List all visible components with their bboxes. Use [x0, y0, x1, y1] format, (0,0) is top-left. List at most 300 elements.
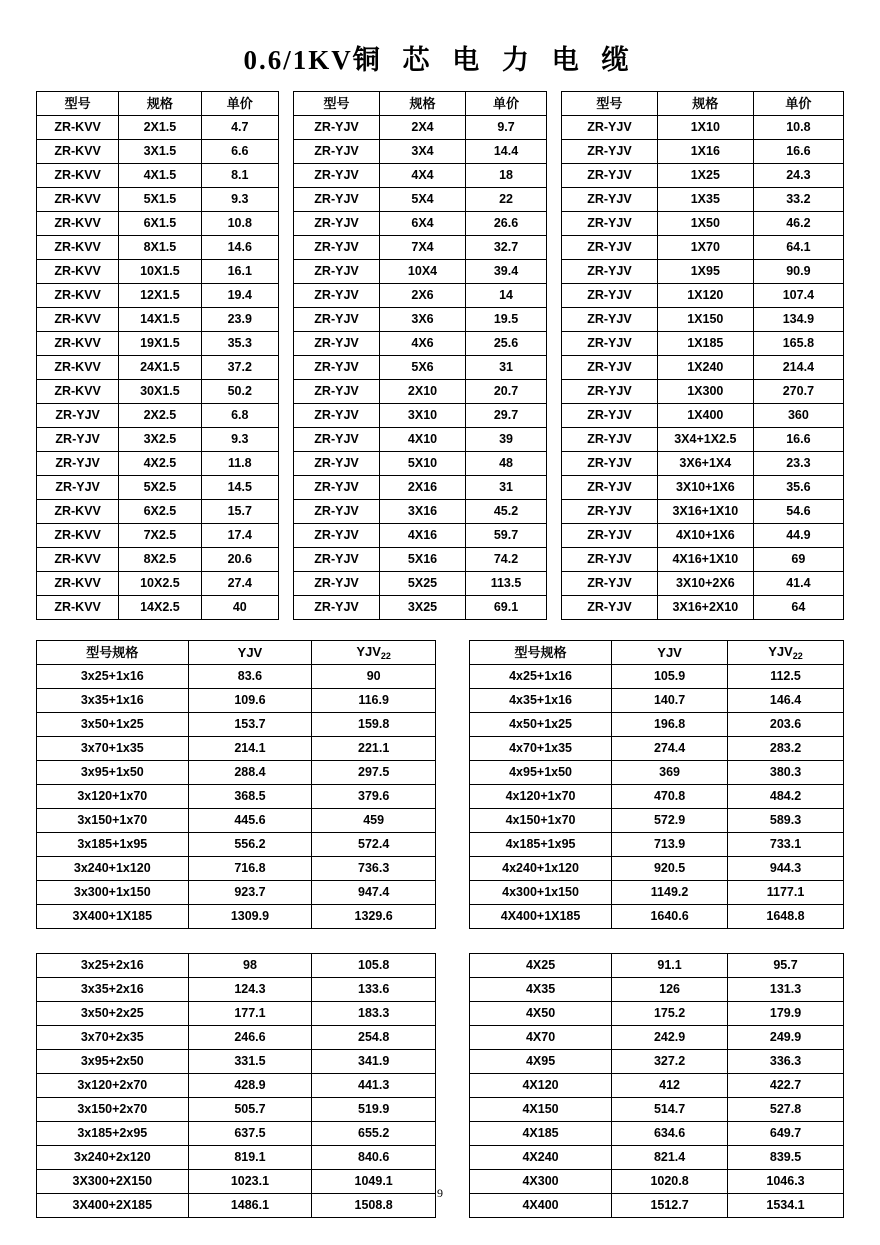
table-row [294, 356, 547, 380]
cell-model: ZR-YJV [294, 284, 380, 308]
cell-spec: 2X16 [380, 476, 466, 500]
cell-model: ZR-YJV [294, 476, 380, 500]
table-row [37, 380, 279, 404]
table-row [470, 1146, 844, 1170]
cell-spec: 4X10+1X6 [657, 524, 753, 548]
cell-spec: 3X16+1X10 [657, 500, 753, 524]
cell-model: ZR-YJV [294, 260, 380, 284]
cell-spec: 1X150 [657, 308, 753, 332]
cell-yjv22-price: 179.9 [728, 1002, 844, 1026]
table-row [37, 188, 279, 212]
cell-spec: 6X1.5 [119, 212, 201, 236]
cell-price: 59.7 [466, 524, 547, 548]
cell-model-spec: 4x150+1x70 [470, 809, 612, 833]
column-header-model: 型号 [37, 92, 119, 116]
cell-spec: 8X1.5 [119, 236, 201, 260]
cell-yjv-price: 246.6 [188, 1026, 312, 1050]
cell-model-spec: 4x70+1x35 [470, 737, 612, 761]
cell-model: ZR-KVV [37, 332, 119, 356]
yjv22-label: YJV [356, 644, 381, 659]
cell-price: 165.8 [753, 332, 843, 356]
cell-price: 19.4 [201, 284, 278, 308]
table-row [37, 881, 436, 905]
bottom-table-right [469, 953, 844, 1218]
cell-model: ZR-YJV [562, 116, 658, 140]
cell-yjv-price: 214.1 [188, 737, 312, 761]
table-row [294, 548, 547, 572]
column-header-spec: 规格 [119, 92, 201, 116]
cell-model: ZR-YJV [294, 452, 380, 476]
cell-yjv22-price: 95.7 [728, 954, 844, 978]
price-table-1-body [37, 116, 279, 620]
cell-price: 31 [466, 476, 547, 500]
column-header-price: 单价 [753, 92, 843, 116]
cell-spec: 1X25 [657, 164, 753, 188]
table-row [37, 1002, 436, 1026]
cell-model: ZR-KVV [37, 548, 119, 572]
column-header-price: 单价 [466, 92, 547, 116]
price-table-3 [561, 91, 844, 620]
cell-model: ZR-YJV [562, 308, 658, 332]
cell-yjv22-price: 733.1 [728, 833, 844, 857]
price-table-1 [36, 91, 279, 620]
cell-spec: 24X1.5 [119, 356, 201, 380]
table-row [37, 164, 279, 188]
cell-spec: 1X10 [657, 116, 753, 140]
cell-price: 107.4 [753, 284, 843, 308]
cell-model-spec: 3x240+2x120 [37, 1146, 189, 1170]
cell-price: 32.7 [466, 236, 547, 260]
cell-yjv22-price: 1177.1 [728, 881, 844, 905]
cell-model: ZR-YJV [294, 548, 380, 572]
cell-model-spec: 4X35 [470, 978, 612, 1002]
cell-yjv22-price: 254.8 [312, 1026, 436, 1050]
cell-yjv-price: 1309.9 [188, 905, 312, 929]
table-row [37, 713, 436, 737]
cell-yjv-price: 920.5 [612, 857, 728, 881]
cell-model: ZR-YJV [37, 452, 119, 476]
cell-model-spec: 3X400+1X185 [37, 905, 189, 929]
cell-spec: 5X6 [380, 356, 466, 380]
table-row [294, 428, 547, 452]
table-row [562, 500, 844, 524]
cell-yjv-price: 369 [612, 761, 728, 785]
cell-model: ZR-KVV [37, 164, 119, 188]
cell-price: 54.6 [753, 500, 843, 524]
cell-yjv22-price: 112.5 [728, 665, 844, 689]
table-row [470, 809, 844, 833]
column-header-spec: 规格 [380, 92, 466, 116]
cell-yjv22-price: 655.2 [312, 1122, 436, 1146]
cell-price: 27.4 [201, 572, 278, 596]
table-row [294, 524, 547, 548]
yjv-table-left-block [36, 640, 436, 929]
price-table-2-block [293, 91, 547, 620]
cell-yjv22-price: 203.6 [728, 713, 844, 737]
page-title-cn: 铜 芯 电 力 电 缆 [352, 45, 637, 75]
table-row [37, 596, 279, 620]
column-header-yjv: YJV [612, 641, 728, 665]
cell-spec: 2X4 [380, 116, 466, 140]
cell-price: 33.2 [753, 188, 843, 212]
cell-spec: 10X2.5 [119, 572, 201, 596]
table-row [294, 188, 547, 212]
cell-model-spec: 4X400+1X185 [470, 905, 612, 929]
cell-yjv-price: 105.9 [612, 665, 728, 689]
cell-price: 50.2 [201, 380, 278, 404]
cell-yjv-price: 1640.6 [612, 905, 728, 929]
cell-spec: 5X10 [380, 452, 466, 476]
cell-yjv-price: 177.1 [188, 1002, 312, 1026]
cell-yjv22-price: 249.9 [728, 1026, 844, 1050]
cell-yjv-price: 124.3 [188, 978, 312, 1002]
table-row [37, 260, 279, 284]
cell-spec: 4X1.5 [119, 164, 201, 188]
table-row [470, 1050, 844, 1074]
cell-model-spec: 3x95+1x50 [37, 761, 189, 785]
cell-spec: 4X16 [380, 524, 466, 548]
cell-model: ZR-KVV [37, 500, 119, 524]
cell-model: ZR-KVV [37, 284, 119, 308]
table-header-row [562, 92, 844, 116]
cell-model: ZR-KVV [37, 260, 119, 284]
table-row [470, 905, 844, 929]
cell-model-spec: 3x70+2x35 [37, 1026, 189, 1050]
table-row [37, 785, 436, 809]
cell-yjv-price: 288.4 [188, 761, 312, 785]
cell-spec: 1X120 [657, 284, 753, 308]
table-row [562, 236, 844, 260]
cell-price: 37.2 [201, 356, 278, 380]
cell-spec: 30X1.5 [119, 380, 201, 404]
cell-model-spec: 3x25+1x16 [37, 665, 189, 689]
cell-price: 64.1 [753, 236, 843, 260]
table-row [294, 572, 547, 596]
cell-price: 14.6 [201, 236, 278, 260]
column-header-model: 型号 [562, 92, 658, 116]
cell-spec: 5X4 [380, 188, 466, 212]
cell-yjv22-price: 840.6 [312, 1146, 436, 1170]
column-header-model-spec: 型号规格 [470, 641, 612, 665]
cell-model-spec: 3x50+1x25 [37, 713, 189, 737]
price-table-2 [293, 91, 547, 620]
cell-yjv22-price: 105.8 [312, 954, 436, 978]
cell-yjv22-price: 572.4 [312, 833, 436, 857]
page-number: 9 [437, 1186, 443, 1200]
table-row [37, 1026, 436, 1050]
table-row [37, 116, 279, 140]
cell-model: ZR-YJV [294, 140, 380, 164]
cell-yjv-price: 83.6 [188, 665, 312, 689]
cell-yjv-price: 109.6 [188, 689, 312, 713]
table-header-row [37, 92, 279, 116]
cell-model: ZR-YJV [294, 332, 380, 356]
cell-price: 6.6 [201, 140, 278, 164]
column-header-model: 型号 [294, 92, 380, 116]
cell-model-spec: 3x70+1x35 [37, 737, 189, 761]
cell-yjv-price: 821.4 [612, 1146, 728, 1170]
cell-spec: 4X16+1X10 [657, 548, 753, 572]
cell-model-spec: 4x95+1x50 [470, 761, 612, 785]
cell-yjv-price: 1020.8 [612, 1170, 728, 1194]
yjv-tables-row [36, 640, 844, 929]
cell-model-spec: 4X240 [470, 1146, 612, 1170]
cell-spec: 1X240 [657, 356, 753, 380]
cell-spec: 3X6+1X4 [657, 452, 753, 476]
cell-yjv-price: 1149.2 [612, 881, 728, 905]
cell-yjv22-price: 1648.8 [728, 905, 844, 929]
cell-spec: 3X10+1X6 [657, 476, 753, 500]
cell-spec: 10X4 [380, 260, 466, 284]
table-row [470, 761, 844, 785]
cell-price: 360 [753, 404, 843, 428]
price-table-1-block [36, 91, 279, 620]
cell-yjv-price: 1486.1 [188, 1194, 312, 1218]
cell-model-spec: 3x35+1x16 [37, 689, 189, 713]
cell-model-spec: 3x35+2x16 [37, 978, 189, 1002]
cell-spec: 2X1.5 [119, 116, 201, 140]
cell-yjv22-price: 341.9 [312, 1050, 436, 1074]
table-row [294, 380, 547, 404]
cell-model: ZR-YJV [294, 380, 380, 404]
cell-yjv22-price: 159.8 [312, 713, 436, 737]
table-row [37, 1122, 436, 1146]
table-row [37, 833, 436, 857]
bottom-table-right-body [470, 954, 844, 1218]
cell-spec: 10X1.5 [119, 260, 201, 284]
cell-model: ZR-YJV [294, 572, 380, 596]
cell-price: 17.4 [201, 524, 278, 548]
cell-model-spec: 3x185+1x95 [37, 833, 189, 857]
cell-model: ZR-KVV [37, 188, 119, 212]
cell-price: 20.7 [466, 380, 547, 404]
cell-model-spec: 3X400+2X185 [37, 1194, 189, 1218]
cell-model: ZR-YJV [562, 428, 658, 452]
table-row [470, 1122, 844, 1146]
cell-price: 39.4 [466, 260, 547, 284]
table-row [470, 1098, 844, 1122]
cell-price: 74.2 [466, 548, 547, 572]
table-row [37, 524, 279, 548]
table-row [37, 665, 436, 689]
cell-yjv-price: 327.2 [612, 1050, 728, 1074]
table-row [294, 212, 547, 236]
cell-price: 44.9 [753, 524, 843, 548]
cell-model-spec: 4x35+1x16 [470, 689, 612, 713]
table-row [470, 689, 844, 713]
cell-yjv22-price: 297.5 [312, 761, 436, 785]
table-row [37, 737, 436, 761]
cell-spec: 3X1.5 [119, 140, 201, 164]
cell-price: 69 [753, 548, 843, 572]
cell-yjv22-price: 441.3 [312, 1074, 436, 1098]
cell-yjv-price: 470.8 [612, 785, 728, 809]
cell-spec: 4X6 [380, 332, 466, 356]
cell-spec: 1X50 [657, 212, 753, 236]
cell-spec: 4X10 [380, 428, 466, 452]
table-row [562, 380, 844, 404]
table-row [37, 572, 279, 596]
cell-yjv-price: 412 [612, 1074, 728, 1098]
bottom-table-left-block [36, 953, 436, 1218]
table-row [470, 713, 844, 737]
cell-yjv-price: 242.9 [612, 1026, 728, 1050]
cell-model-spec: 4X400 [470, 1194, 612, 1218]
cell-price: 4.7 [201, 116, 278, 140]
cell-model: ZR-KVV [37, 380, 119, 404]
table-row [37, 476, 279, 500]
table-row [562, 548, 844, 572]
column-header-yjv: YJV [188, 641, 312, 665]
table-row [294, 116, 547, 140]
table-row [37, 761, 436, 785]
cell-yjv22-price: 283.2 [728, 737, 844, 761]
cell-model: ZR-YJV [562, 380, 658, 404]
cell-model: ZR-YJV [562, 572, 658, 596]
cell-yjv-price: 1023.1 [188, 1170, 312, 1194]
cell-model-spec: 4X50 [470, 1002, 612, 1026]
cell-model: ZR-YJV [294, 308, 380, 332]
cell-spec: 3X10+2X6 [657, 572, 753, 596]
cell-model-spec: 4X185 [470, 1122, 612, 1146]
cell-yjv22-price: 1508.8 [312, 1194, 436, 1218]
cell-spec: 1X70 [657, 236, 753, 260]
cell-model: ZR-KVV [37, 308, 119, 332]
cell-spec: 1X16 [657, 140, 753, 164]
cell-yjv-price: 572.9 [612, 809, 728, 833]
cell-model: ZR-YJV [294, 236, 380, 260]
cell-yjv-price: 819.1 [188, 1146, 312, 1170]
cell-model-spec: 4x120+1x70 [470, 785, 612, 809]
table-row [294, 404, 547, 428]
column-header-yjv22 [728, 641, 844, 665]
cell-spec: 8X2.5 [119, 548, 201, 572]
cell-model: ZR-YJV [562, 284, 658, 308]
cell-price: 14.5 [201, 476, 278, 500]
yjv-table-right-block [469, 640, 844, 929]
cell-price: 270.7 [753, 380, 843, 404]
cell-model: ZR-YJV [37, 476, 119, 500]
cell-yjv22-price: 380.3 [728, 761, 844, 785]
cell-price: 23.9 [201, 308, 278, 332]
table-row [562, 308, 844, 332]
table-row [562, 260, 844, 284]
cell-yjv-price: 634.6 [612, 1122, 728, 1146]
page-title [36, 38, 844, 77]
cell-spec: 1X95 [657, 260, 753, 284]
cell-spec: 6X4 [380, 212, 466, 236]
cell-model: ZR-YJV [562, 212, 658, 236]
table-row [562, 524, 844, 548]
cell-spec: 6X2.5 [119, 500, 201, 524]
cell-yjv-price: 331.5 [188, 1050, 312, 1074]
cell-price: 45.2 [466, 500, 547, 524]
table-row [294, 596, 547, 620]
table-header-row [294, 92, 547, 116]
table-header-row [470, 641, 844, 665]
cell-spec: 2X2.5 [119, 404, 201, 428]
cell-spec: 14X1.5 [119, 308, 201, 332]
cell-yjv22-price: 519.9 [312, 1098, 436, 1122]
cell-model: ZR-YJV [562, 452, 658, 476]
cell-model: ZR-KVV [37, 212, 119, 236]
cell-spec: 5X25 [380, 572, 466, 596]
bottom-table-left [36, 953, 436, 1218]
price-table-3-body [562, 116, 844, 620]
cell-model-spec: 4X300 [470, 1170, 612, 1194]
table-row [37, 404, 279, 428]
cell-spec: 14X2.5 [119, 596, 201, 620]
cell-model-spec: 4X70 [470, 1026, 612, 1050]
cell-price: 14 [466, 284, 547, 308]
table-row [294, 260, 547, 284]
cell-price: 24.3 [753, 164, 843, 188]
cell-model: ZR-KVV [37, 572, 119, 596]
table-row [37, 212, 279, 236]
cell-model-spec: 3x120+2x70 [37, 1074, 189, 1098]
cell-yjv-price: 637.5 [188, 1122, 312, 1146]
cell-model: ZR-YJV [294, 524, 380, 548]
table-row [37, 140, 279, 164]
cell-yjv22-price: 1329.6 [312, 905, 436, 929]
cell-yjv-price: 140.7 [612, 689, 728, 713]
table-row [470, 857, 844, 881]
table-row [562, 116, 844, 140]
cell-price: 214.4 [753, 356, 843, 380]
cell-price: 20.6 [201, 548, 278, 572]
cell-model: ZR-KVV [37, 116, 119, 140]
cell-yjv22-price: 649.7 [728, 1122, 844, 1146]
table-row [470, 1074, 844, 1098]
cell-spec: 1X400 [657, 404, 753, 428]
cell-model: ZR-YJV [562, 524, 658, 548]
table-row [37, 689, 436, 713]
cell-yjv22-price: 116.9 [312, 689, 436, 713]
cell-spec: 5X2.5 [119, 476, 201, 500]
cell-yjv22-price: 944.3 [728, 857, 844, 881]
cell-yjv-price: 713.9 [612, 833, 728, 857]
table-row [37, 857, 436, 881]
cell-yjv22-price: 484.2 [728, 785, 844, 809]
cell-yjv-price: 428.9 [188, 1074, 312, 1098]
column-header-price: 单价 [201, 92, 278, 116]
table-row [562, 212, 844, 236]
cell-model: ZR-KVV [37, 236, 119, 260]
cell-model: ZR-YJV [562, 332, 658, 356]
cell-price: 35.3 [201, 332, 278, 356]
cell-price: 48 [466, 452, 547, 476]
cell-yjv22-price: 379.6 [312, 785, 436, 809]
cell-yjv-price: 91.1 [612, 954, 728, 978]
cell-yjv-price: 445.6 [188, 809, 312, 833]
cell-yjv22-price: 90 [312, 665, 436, 689]
cell-price: 22 [466, 188, 547, 212]
cell-model: ZR-YJV [294, 116, 380, 140]
cell-model: ZR-YJV [562, 356, 658, 380]
yjv-table-left-body [37, 665, 436, 929]
cell-spec: 3X6 [380, 308, 466, 332]
cell-model-spec: 4X120 [470, 1074, 612, 1098]
table-row [470, 737, 844, 761]
table-row [294, 332, 547, 356]
price-table-3-block [561, 91, 844, 620]
table-row [37, 452, 279, 476]
table-row [37, 1050, 436, 1074]
cell-spec: 1X185 [657, 332, 753, 356]
cell-model: ZR-YJV [37, 404, 119, 428]
cell-price: 18 [466, 164, 547, 188]
cell-model: ZR-KVV [37, 596, 119, 620]
